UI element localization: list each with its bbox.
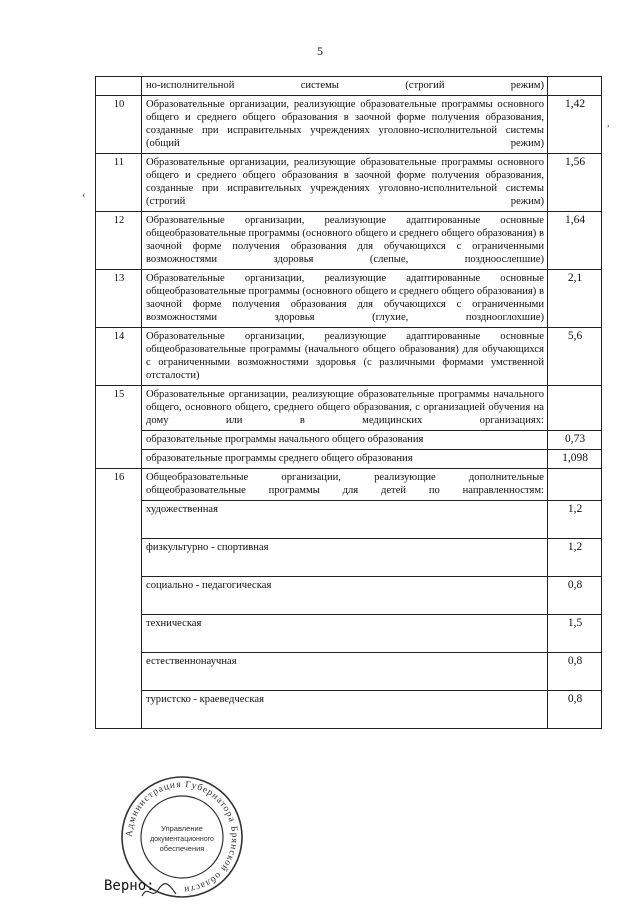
subrow-coefficient: 1,5 [548,615,602,653]
subrow-description: естественнонаучная [142,653,548,691]
subrow-description: образовательные программы начального общего образования [142,431,548,450]
row-number: 14 [96,328,142,386]
subrow-coefficient: 1,2 [548,501,602,539]
row-description: Образовательные организации, реализующие образовательные программы основного общего и среднего общего образования в заочной форме получения образования, созданные при исправительных учреждениях уголовно-исполнительной системы (строгий режим) [142,154,548,212]
stamp-ring-text: Администрация Губернатора Брянской области [124,779,240,895]
table-row [96,154,602,212]
row-number: 11 [96,154,142,212]
table-row [96,77,602,96]
row-coefficient: 5,6 [548,328,602,386]
table-row [96,501,602,539]
row-description: Образовательные организации, реализующие образовательные программы начального общего, основного общего, среднего общего образования, с организацией обучения на дому или в медицинских организациях: [142,386,548,431]
subrow-description: образовательные программы среднего общего образования [142,450,548,469]
row-coefficient: 1,42 [548,96,602,154]
subrow-coefficient: 0,8 [548,653,602,691]
subrow-coefficient: 1,2 [548,539,602,577]
row-number: 13 [96,270,142,328]
row-coefficient [548,469,602,501]
subrow-description: туристско - краеведческая [142,691,548,729]
signature [140,880,180,902]
row-description: Образовательные организации, реализующие адаптированные основные общеобразовательные программы (основного общего и среднего общего образования) в заочной форме получения образования для обучающихся с ограниченными возможностями здоровья (слепые, поздноослепшие) [142,212,548,270]
table-row [96,96,602,154]
row-coefficient: 1,64 [548,212,602,270]
subrow-coefficient: 0,8 [548,691,602,729]
row-coefficient: 1,56 [548,154,602,212]
row-description: Общеобразовательные организации, реализующие дополнительные общеобразовательные программы для детей по направленностям: [142,469,548,501]
table-row [96,615,602,653]
margin-mark: , [607,118,610,129]
stamp-line-2: документационного [150,836,214,843]
row-number: 10 [96,96,142,154]
table-body [96,77,602,729]
table-row [96,653,602,691]
table-row [96,450,602,469]
page-number: 5 [317,44,323,58]
row-number: 16 [96,469,142,729]
table-row [96,539,602,577]
row-number: 15 [96,386,142,469]
table-row [96,577,602,615]
coefficients-table [95,76,602,729]
stamp-line-3: обеспечения [159,844,205,853]
row-number: 12 [96,212,142,270]
subrow-description: социально - педагогическая [142,577,548,615]
table-row [96,270,602,328]
subrow-coefficient: 0,8 [548,577,602,615]
table-row [96,691,602,729]
stamp-line-1: Управление [161,824,203,833]
row-description: Образовательные организации, реализующие образовательные программы основного общего и среднего общего образования в заочной форме получения образования, созданные при исправительных учреждениях уголовно-исполнительной системы (общий режим) [142,96,548,154]
table-row [96,386,602,431]
table-row [96,212,602,270]
table-row [96,328,602,386]
row-number [96,77,142,96]
row-coefficient [548,77,602,96]
row-coefficient: 2,1 [548,270,602,328]
margin-mark: ‹ [82,190,86,201]
row-description: Образовательные организации, реализующие адаптированные основные общеобразовательные программы (начального общего образования) для обучающихся с ограниченными возможностями здоровья (с различными формами умственной отсталости) [142,328,548,386]
subrow-coefficient: 1,098 [548,450,602,469]
row-description: но-исполнительной системы (строгий режим) [142,77,548,96]
table-row [96,431,602,450]
verno-label: Верно: [104,878,155,894]
subrow-description: художественная [142,501,548,539]
table-row [96,469,602,501]
subrow-coefficient: 0,73 [548,431,602,450]
subrow-description: техническая [142,615,548,653]
row-description: Образовательные организации, реализующие адаптированные основные общеобразовательные программы (основного общего и среднего общего образования) в заочной форме получения образования для обучающихся с ограниченными возможностями здоровья (глухие, позднооглохшие) [142,270,548,328]
subrow-description: физкультурно - спортивная [142,539,548,577]
row-coefficient [548,386,602,431]
